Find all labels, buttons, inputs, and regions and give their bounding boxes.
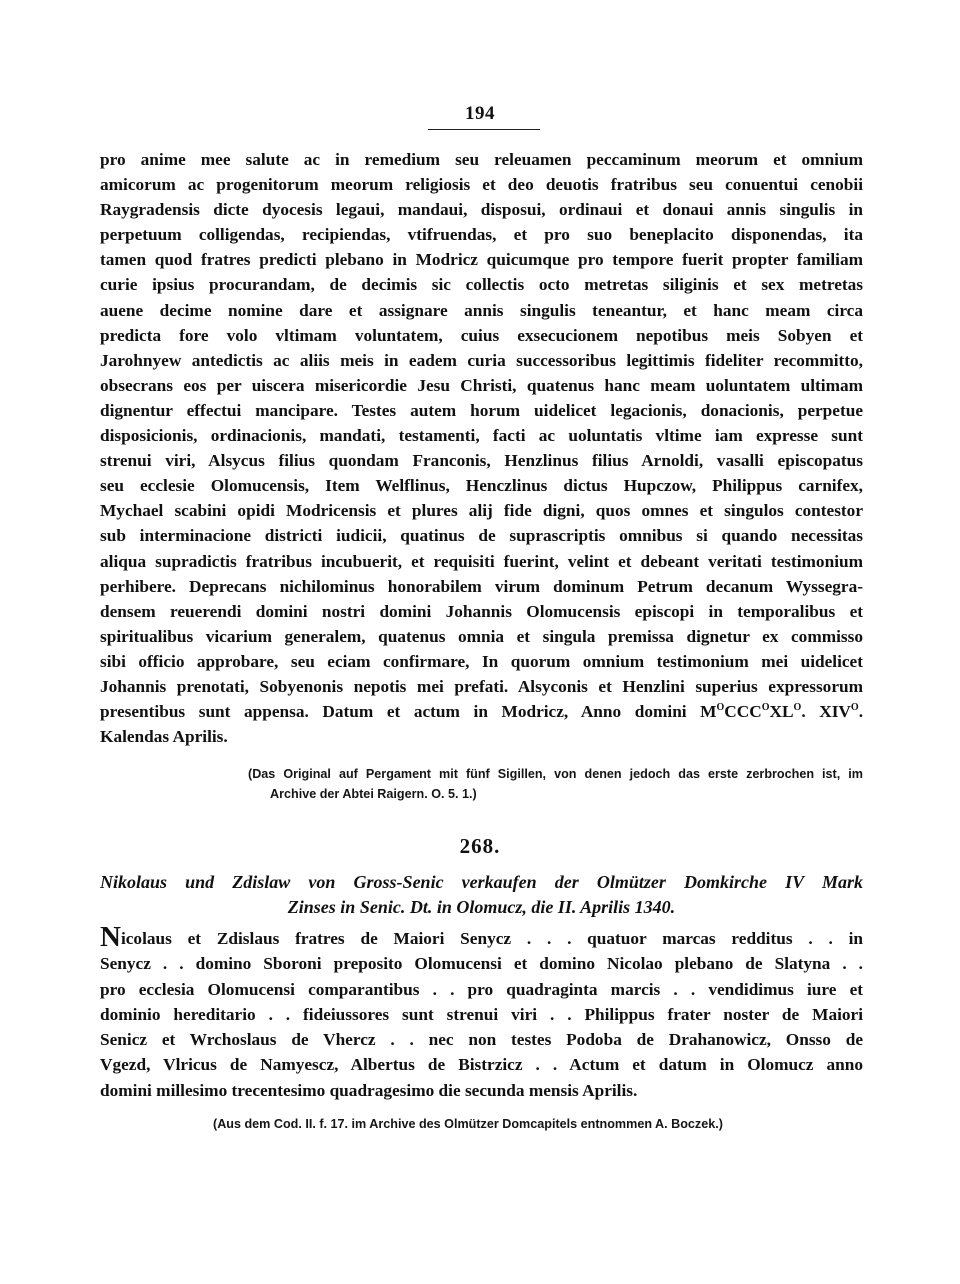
- source-note: [248, 764, 863, 804]
- source-note-line: (Das Original auf Pergament mit fünf Sigillen, von denen jedoch das erste zerbrochen ist, im: [248, 767, 863, 781]
- text-line: dominio hereditario . . fideiussores sunt strenui viri . . Philippus frater noster de Maiori: [100, 1004, 863, 1024]
- text-line: Mychael scabini opidi Modricensis et plures alij fide digni, quos omnes et singulos contestor: [100, 501, 863, 521]
- text-line: pro anime mee salute ac in remedium seu releuamen peccaminum meorum et omnium: [100, 150, 863, 169]
- date-part: . XIV: [801, 702, 851, 722]
- document-heading-line: Zinses in Senic. Dt. in Olomucz, die II. Aprilis 1340.: [287, 897, 676, 917]
- date-superscript: O: [761, 702, 770, 714]
- text-line: seu ecclesie Olomucensis, Item Welflinus, Henczlinus dictus Hupczow, Philippus carnifex,: [100, 476, 863, 496]
- text-line: domini millesimo trecentesimo quadragesimo die secunda mensis Aprilis.: [100, 1080, 638, 1100]
- text-line: auene decime nomine dare et assignare annis singulis teneantur, et hanc meam circa: [100, 300, 863, 320]
- source-note-line: (Aus dem Cod. II. f. 17. im Archive des Olmützer Domcapitels entnommen A. Boczek.): [213, 1117, 723, 1131]
- text-line: Senycz . . domino Sboroni preposito Olomucensi et domino Nicolao plebano de Slatyna . .: [100, 954, 863, 974]
- text-line: Jarohnyew antedictis ac aliis meis in eadem curia successoribus legittimis fideliter recommitto,: [100, 350, 863, 370]
- text-line: Raygradensis dicte dyocesis legaui, mandaui, disposui, ordinaui et donaui annis singulis in: [100, 200, 863, 220]
- text-line: pro ecclesia Olomucensi comparantibus . . pro quadraginta marcis . . vendidimus iure et: [100, 979, 863, 999]
- text-line: curie ipsius procurandam, de decimis sic collectis octo metretas siliginis et sex metretas: [100, 275, 863, 295]
- date-superscript: O: [850, 702, 859, 714]
- source-note-line: Archive der Abtei Raigern. O. 5. 1.): [270, 787, 477, 801]
- text-line: [100, 921, 863, 953]
- date-part: XL: [769, 702, 794, 722]
- date-superscript: O: [716, 702, 725, 714]
- document-number: 268.: [459, 834, 501, 858]
- text-line: aliqua supradictis fratribus incubuerit, et requisiti fuerint, velint et debeant veritati testimonium: [100, 551, 863, 571]
- text-line: strenui viri, Alsycus filius quondam Franconis, Henzlinus filius Arnoldi, vasalli episcopatus: [100, 451, 863, 471]
- continued-charter-text: [100, 147, 863, 749]
- drop-cap: N: [100, 921, 121, 953]
- text-line: Kalendas Aprilis.: [100, 727, 228, 747]
- text-line: sibi officio approbare, seu eciam confirmare, In quorum omnium testimonium mei uidelicet: [100, 651, 863, 671]
- text-line: spiritualibus vicarium generalem, quatenus omnia et singula premissa dignetur ex commisso: [100, 626, 863, 646]
- text-line: tamen quod fratres predicti plebano in Modricz quicumque pro tempore fuerit propter familiam: [100, 250, 863, 270]
- text-line: densem reuerendi domini nostri domini Johannis Olomucensis episcopi in temporalibus et: [100, 601, 863, 621]
- document-heading-line: Nikolaus und Zdislaw von Gross-Senic verkaufen der Olmützer Domkirche IV Mark: [100, 872, 863, 892]
- text-line: Senicz et Wrchoslaus de Vhercz . . nec non testes Podoba de Drahanowicz, Onsso de: [100, 1030, 863, 1050]
- text-line: dignentur effectui mancipare. Testes autem horum uidelicet legacionis, donacionis, perpetue: [100, 400, 863, 420]
- date-line-text: presentibus sunt appensa. Datum et actum in Modricz, Anno domini M: [100, 702, 717, 722]
- text-line: amicorum ac progenitorum meorum religiosis et deo deuotis fratribus seu conuentui cenobii: [100, 175, 863, 195]
- date-part: .: [858, 702, 864, 722]
- text-line: predicta fore volo vltimam voluntatem, cuius exsecucionem nepotibus meis Sobyen et: [100, 325, 863, 345]
- page-number-rule: [428, 129, 540, 130]
- text-line: Johannis prenotati, Sobyenonis nepotis mei prefati. Alsyconis et Henzlini superius expressorum: [100, 676, 863, 696]
- text-line: obsecrans eos per uiscera misericordie Jesu Christi, quatenus hanc meam uoluntatem ultimam: [100, 375, 863, 395]
- text-line: perpetuum colligendas, recipiendas, vtifruendas, et pro suo beneplacito disponendas, ita: [100, 225, 863, 245]
- source-note: [213, 1114, 863, 1134]
- page-number: 194: [465, 103, 495, 124]
- text-line: disposicionis, ordinacionis, mandati, testamenti, facti ac uoluntatis vltime iam expresse sunt: [100, 426, 863, 446]
- document-heading: [100, 870, 863, 920]
- date-superscript: O: [793, 702, 802, 714]
- text-line: perhibere. Deprecans nichilominus honorabilem virum dominum Petrum decanum Wyssegra-: [100, 576, 863, 596]
- text-line-rest: icolaus et Zdislaus fratres de Maiori Senycz . . . quatuor marcas redditus . . in: [120, 929, 863, 948]
- text-line-dated: [100, 699, 863, 724]
- document-text: [100, 921, 863, 1103]
- text-line: sub interminacione districti iudicii, quatinus de suprascriptis omnibus si quando necessitas: [100, 526, 863, 546]
- date-part: CCC: [724, 702, 762, 722]
- text-line: Vgezd, Vlricus de Namyescz, Albertus de Bistrzicz . . Actum et datum in Olomucz anno: [100, 1055, 863, 1075]
